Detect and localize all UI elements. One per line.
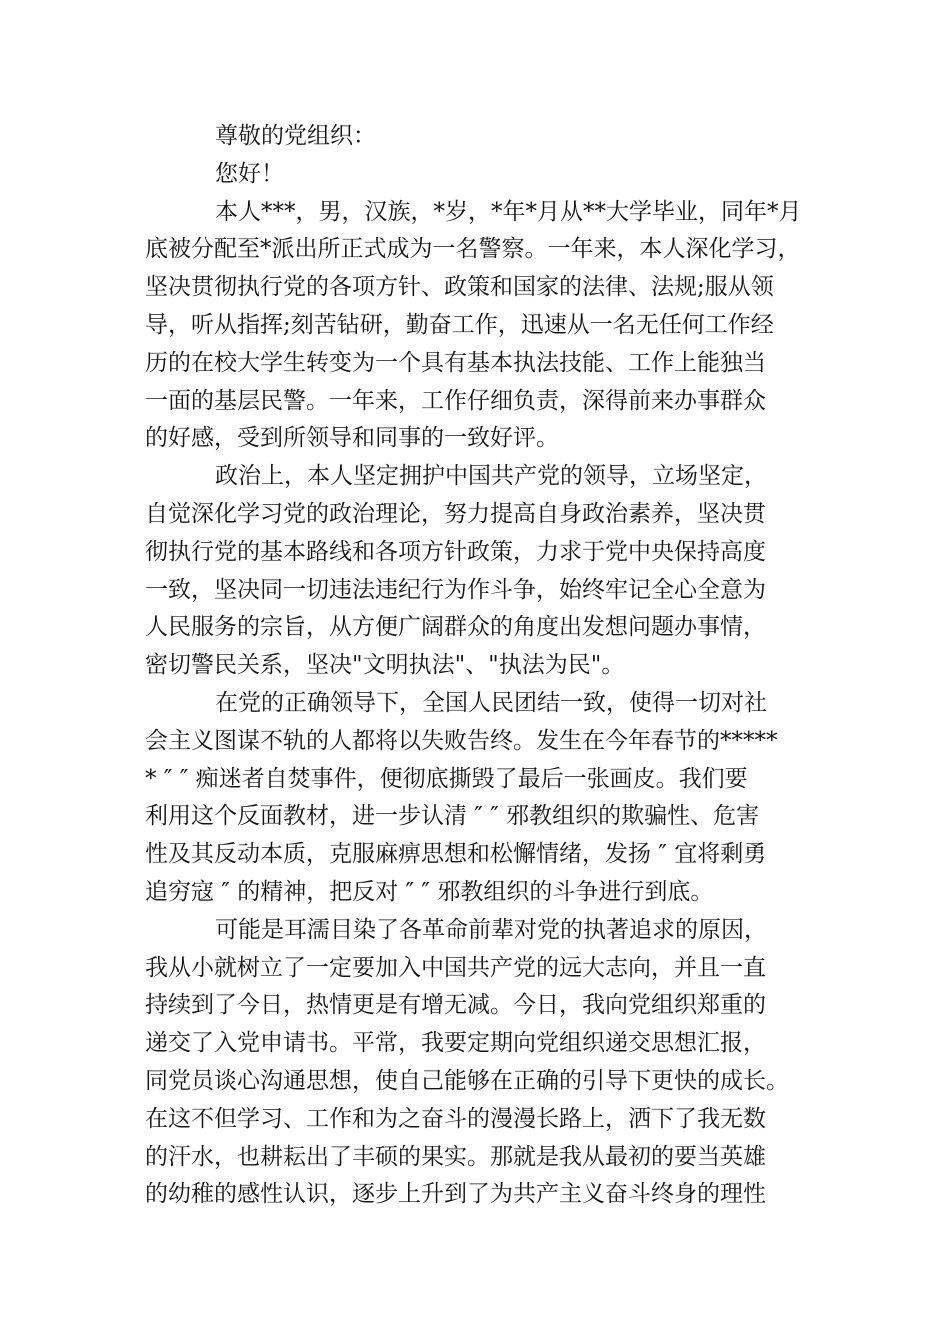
text-line: 追穷寇 ″ 的精神，把反对 ″ ″ 邪教组织的斗争进行到底。 [145,878,714,905]
text-line: 可能是耳濡目染了各革命前辈对党的执著追求的原因， [215,916,767,943]
text-line: * ″ ″ 痴迷者自焚事件，便彻底撕毁了最后一张画皮。我们要 [145,765,748,792]
text-line: 底被分配至*派出所正式成为一名警察。一年来，本人深化学习， [145,236,801,263]
text-line: 彻执行党的基本路线和各项方针政策，力求于党中央保持高度 [145,538,766,565]
paragraph-1 [145,194,810,459]
text-line: 持续到了今日，热情更是有增无减。今日，我向党组织郑重的 [145,992,766,1019]
paragraph-2 [145,458,810,685]
text-line: 利用这个反面教材，进一步认清 ″ ″ 邪教组织的欺骗性、危害 [145,803,760,830]
text-line: 在这不但学习、工作和为之奋斗的漫漫长路上，洒下了我无数 [145,1105,766,1132]
text-line: 密切警民关系，坚决"文明执法"、"执法为民"。 [145,652,625,679]
text-line: 同党员谈心沟通思想，使自己能够在正确的引导下更快的成长。 [145,1067,789,1094]
text-line: 一致，坚决同一切违法违纪行为作斗争，始终牢记全心全意为 [145,576,766,603]
text-line: 在党的正确领导下，全国人民团结一致，使得一切对社 [215,689,767,716]
text-line: 本人***，男，汉族，*岁，*年*月从**大学毕业，同年*月 [215,198,802,225]
text-line: 递交了入党申请书。平常，我要定期向党组织递交思想汇报， [145,1030,766,1057]
paragraph-3 [145,685,810,912]
text-line: 性及其反动本质，克服麻痹思想和松懈情绪，发扬 ″ 宜将剩勇 [145,841,767,868]
salutation: 尊敬的党组织： [215,123,376,149]
text-line: 人民服务的宗旨，从方便广阔群众的角度出发想问题办事情， [145,614,766,641]
text-line: 政治上，本人坚定拥护中国共产党的领导，立场坚定， [215,463,767,490]
text-line: 导，听从指挥;刻苦钻研，勤奋工作，迅速从一名无任何工作经 [145,311,774,338]
text-line: 自觉深化学习党的政治理论，努力提高自身政治素养，坚决贯 [145,500,766,527]
text-line: 坚决贯彻执行党的各项方针、政策和国家的法律、法规;服从领 [145,274,774,301]
text-line: 的汗水，也耕耘出了丰硕的果实。那就是我从最初的要当英雄 [145,1143,766,1170]
paragraph-4 [145,912,810,1214]
text-line: 一面的基层民警。一年来，工作仔细负责，深得前来办事群众 [145,387,766,414]
greeting: 您好！ [215,160,284,187]
text-line: 的好感，受到所领导和同事的一致好评。 [145,425,559,452]
text-line: 的幼稚的感性认识，逐步上升到了为共产主义奋斗终身的理性 [145,1181,766,1208]
text-line: 我从小就树立了一定要加入中国共产党的远大志向，并且一直 [145,954,766,981]
text-line: 历的在校大学生转变为一个具有基本执法技能、工作上能独当 [145,349,766,376]
text-line: 会主义图谋不轨的人都将以失败告终。发生在今年春节的***** [145,727,778,754]
letter-body [145,118,810,1214]
